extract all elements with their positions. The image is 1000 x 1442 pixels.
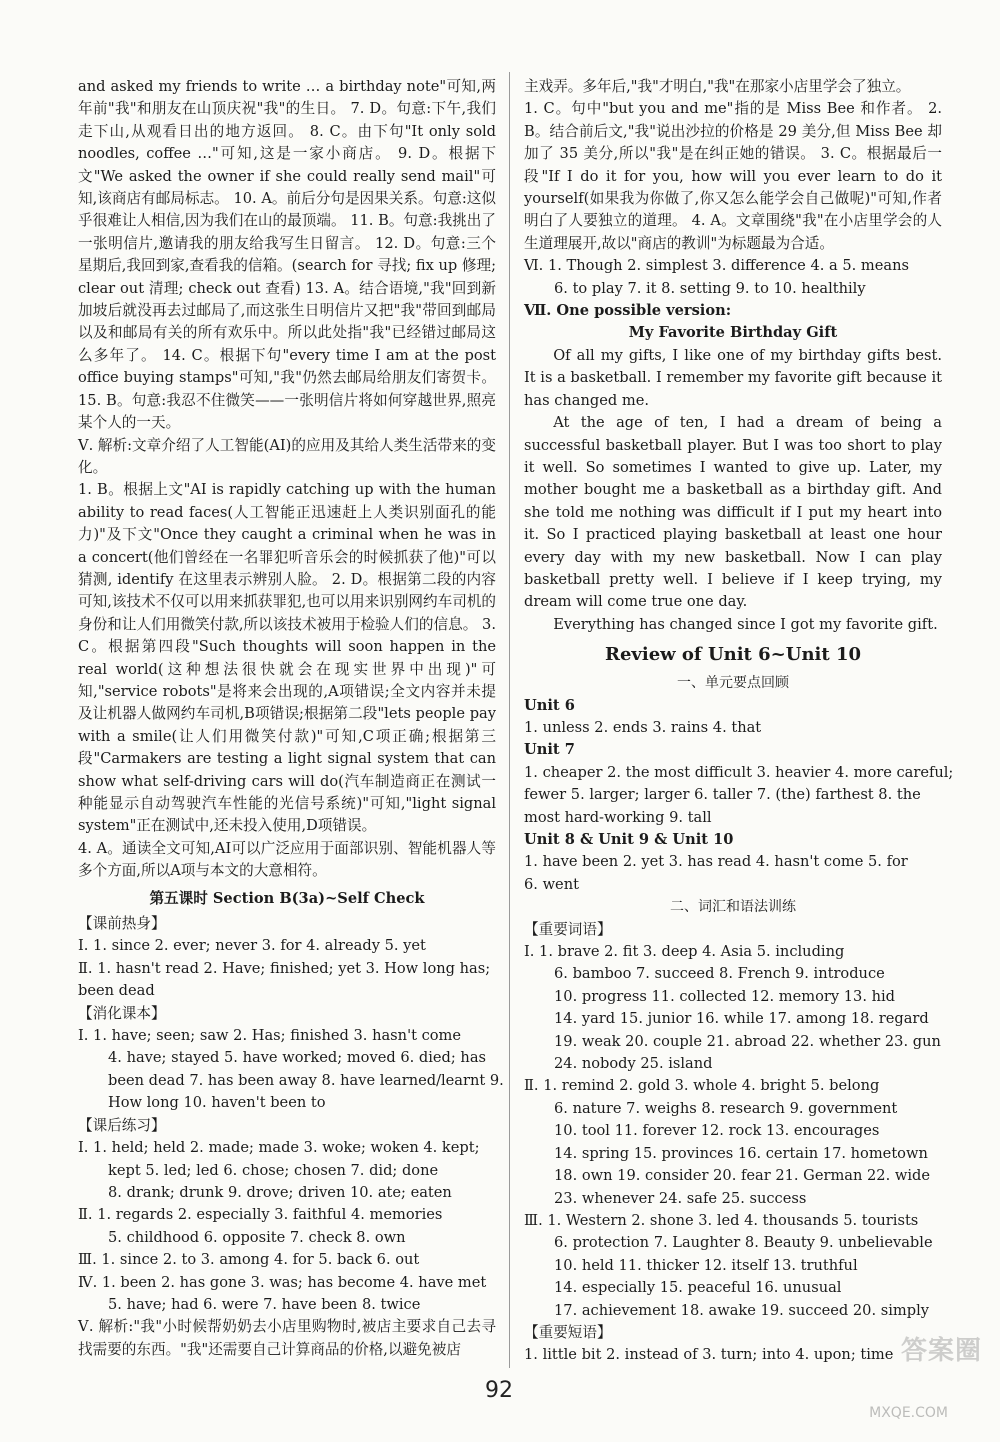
left-text-block: 第五课时 Section B(3a)~Self Check [149,889,425,907]
right-text-block: 6. nature 7. weighs 8. research 9. government [554,1099,898,1117]
right-text-block: Unit 6 [524,696,575,714]
right-text-block: 19. weak 20. couple 21. abroad 22. whether 23. gun [554,1032,941,1050]
left-text-block: and asked my friends to write … a birthday note"可知,两年前"我"和朋友在山顶庆祝"我"的生日。 7. D。句意:下午,我们走下山,从观看日出的地方返回。 8. C。由下句"It only sold noodles, coffee …"可知,这是一家小商店。 9. D。根据下文"We asked the owner if she could really send mail"可知,该商店有邮局标志。 10. A。前后分句是因果关系。句意:这似乎很难让人相信,因为我们在山的最顶端。 11. B。句意:我挑出了一张明信片,邀请我的朋友给我写生日留言。 12. D。句意:三个星期后,我回到家,查看我的信箱。(search for 寻找; fix up 修理; clear out 清理; check out 查看) 13. A。结合语境,"我"回到新加坡后就没再去过邮局了,而这张生日明信片又把"我"带回到邮局以及和邮局有关的所有欢乐中。所以此处指"我"已经错过邮局这么多年了。 14. C。根据下句"every time I am at the post office buying stamps"可知,"我"仍然去邮局给朋友们寄贺卡。 15. B。句意:我忍不住微笑——一张明信片将如何穿越世界,照亮某个人的一天。 [78,78,496,432]
right-text-block: 一、单元要点回顾 [677,675,789,692]
right-text-block: 6. to play 7. it 8. setting 9. to 10. healthily [554,279,866,297]
left-text-block: Ⅳ. 1. been 2. has gone 3. was; has become 4. have met [78,1273,487,1291]
right-text-block: 10. held 11. thicker 12. itself 13. truthful [554,1256,858,1274]
left-text-block: Ⅴ. 解析:"我"小时候帮奶奶去小店里购物时,被店主要求自己去寻找需要的东西。"我"还需要自己计算商品的价格,以避免被店 [78,1318,496,1358]
right-text-block: 【重要词语】 [524,920,612,938]
right-text-block: Ⅰ. 1. brave 2. fit 3. deep 4. Asia 5. including [524,943,845,961]
right-text-block: Everything has changed since I got my favorite gift. [553,615,938,633]
left-text-block: 1. B。根据上文"AI is rapidly catching up with the human ability to read faces(人工智能正迅速赶上人类识别面孔的能力)"及下文"Once they caught a criminal when he was in a concert(他们曾经在一名罪犯听音乐会的时候抓获了他)"可以猜测, identify 在这里表示辨别人脸。 2. D。根据第二段的内容可知,该技术不仅可以用来抓获罪犯,也可以用来识别网约车司机的身份和让人们用微笑付款,所以该技术被用于检验人们的信息。 3. C。根据第四段"Such thoughts will soon happen in the real world(这种想法很快就会在现实世界中出现)"可知,"service robots"是将来会出现的,A项错误;全文内容并未提及让机器人做网约车司机,B项错误;根据第二段"lets people pay with a smile(让人们用微笑付款)"可知,C项正确;根据第三段"Carmakers are testing a light signal system that can show what self-driving cars will do(汽车制造商正在测试一种能显示自动驾驶汽车性能的光信号系统)"可知,"light signal system"正在测试中,还未投入使用,D项错误。 [78,481,496,835]
right-text-block: 14. especially 15. peaceful 16. unusual [554,1279,842,1297]
left-text-block: Ⅰ. 1. have; seen; saw 2. Has; finished 3. hasn't come [78,1027,462,1045]
right-text-block: 6. protection 7. Laughter 8. Beauty 9. unbelievable [554,1234,933,1252]
right-text-block: 23. whenever 24. safe 25. success [554,1189,807,1207]
right-text-block: Of all my gifts, I like one of my birthday gifts best. It is a basketball. I remember my favorite gift because it has changed me. [524,346,942,409]
watermark-logo: 答案圈 [900,1336,982,1366]
right-text-block: Ⅶ. One possible version: [524,302,732,320]
right-text-block: At the age of ten, I had a dream of being a successful basketball player. But I was too short to play it well. So sometimes I wanted to give up. Later, my mother bought me a basketball as a birthday gift. And she told me nothing was difficult if I put my heart into it. So I practiced playing basketball at least one hour every day with my new basketball. Now I can play basketball pretty well. I believe if I keep trying, my dream will come true one day. [524,414,942,611]
right-text-block: Ⅲ. 1. Western 2. shone 3. led 4. thousands 5. tourists [524,1211,919,1229]
left-text-block: Ⅰ. 1. held; held 2. made; made 3. woke; woken 4. kept; [78,1139,480,1157]
right-text-block: Ⅱ. 1. remind 2. gold 3. whole 4. bright 5. belong [524,1077,880,1095]
right-text-block: 18. own 19. consider 20. fear 21. German 22. wide [554,1167,931,1185]
left-text-block: been dead 7. has been away 8. have learned/learnt 9. [108,1071,504,1089]
right-text-block: 10. tool 11. forever 12. rock 13. encourages [554,1122,880,1140]
left-text-block: Ⅱ. 1. regards 2. especially 3. faithful 4. memories [78,1206,443,1224]
right-text-block: Unit 8 & Unit 9 & Unit 10 [524,831,734,848]
left-text-block: 【消化课本】 [78,1004,166,1022]
right-text-block: 【重要短语】 [524,1323,612,1341]
right-text-block: 1. C。句中"but you and me"指的是 Miss Bee 和作者。 2. B。结合前后文,"我"说出沙拉的价格是 29 美分,但 Miss Bee 却加了 35 美分,所以"我"是在纠正她的错误。 3. C。根据最后一段"If I do it for you, how will you ever learn to do it yourself(如果我为你做了,你又怎么能学会自己做呢)"可知,作者明白了人要独立的道理。 4. A。文章围绕"我"在小店里学会的人生道理展开,故以"商店的教训"为标题最为合适。 [524,100,942,252]
page-number: 92 [485,1378,513,1403]
right-text-block: 1. have been 2. yet 3. has read 4. hasn't come 5. for [524,853,908,871]
right-text-block: 主戏弄。多年后,"我"才明白,"我"在那家小店里学会了独立。 [524,78,911,95]
left-text-block: 【课后练习】 [78,1116,166,1134]
left-text-block: been dead [78,982,155,1000]
right-text-block: My Favorite Birthday Gift [628,324,838,342]
left-text-block: 8. drank; drunk 9. drove; driven 10. ate; eaten [108,1183,452,1201]
right-text-block: 1. cheaper 2. the most difficult 3. heavier 4. more careful; [524,763,954,781]
left-text-block: 5. have; had 6. were 7. have been 8. twice [108,1295,421,1313]
left-column [78,76,504,1361]
left-text-block: Ⅰ. 1. since 2. ever; never 3. for 4. already 5. yet [78,937,426,955]
right-text-block: 17. achievement 18. awake 19. succeed 20. simply [554,1301,929,1319]
watermark-url: MXQE.COM [869,1405,948,1421]
right-text-block: 14. spring 15. provinces 16. certain 17. hometown [554,1144,928,1162]
right-text-block: 1. unless 2. ends 3. rains 4. that [524,718,762,736]
right-text-block: most hard-working 9. tall [524,808,712,826]
left-text-block: How long 10. haven't been to [108,1094,326,1112]
right-text-block: 二、词汇和语法训练 [670,899,796,916]
left-text-block: Ⅴ. 解析:文章介绍了人工智能(AI)的应用及其给人类生活带来的变化。 [78,436,496,476]
right-text-block: 6. went [524,875,579,893]
right-text-block: Review of Unit 6~Unit 10 [605,644,861,666]
left-text-block: Ⅲ. 1. since 2. to 3. among 4. for 5. back 6. out [78,1251,420,1269]
right-text-block: 10. progress 11. collected 12. memory 13. hid [554,987,896,1005]
left-text-block: 【课前热身】 [78,915,166,933]
left-text-block: kept 5. led; led 6. chose; chosen 7. did; done [108,1161,439,1179]
right-text-block: 6. bamboo 7. succeed 8. French 9. introduce [554,965,885,983]
left-text-block: 4. A。通读全文可知,AI可以广泛应用于面部识别、智能机器人等多个方面,所以A项与本文的大意相符。 [78,839,496,880]
left-text-block: 4. have; stayed 5. have worked; moved 6. died; has [108,1049,487,1067]
right-text-block: Unit 7 [524,741,575,759]
left-text-block: 5. childhood 6. opposite 7. check 8. own [108,1228,406,1246]
right-text-block: Ⅵ. 1. Though 2. simplest 3. difference 4. a 5. means [524,257,909,275]
left-text-block: Ⅱ. 1. hasn't read 2. Have; finished; yet 3. How long has; [78,959,491,977]
right-text-block: fewer 5. larger; larger 6. taller 7. (the) farthest 8. the [524,786,921,804]
right-text-block: 14. yard 15. junior 16. while 17. among 18. regard [554,1010,929,1028]
column-divider [509,72,510,1368]
right-column [524,76,954,1367]
right-text-block: 1. little bit 2. instead of 3. turn; into 4. upon; time [524,1346,894,1364]
right-text-block: 24. nobody 25. island [554,1055,713,1073]
